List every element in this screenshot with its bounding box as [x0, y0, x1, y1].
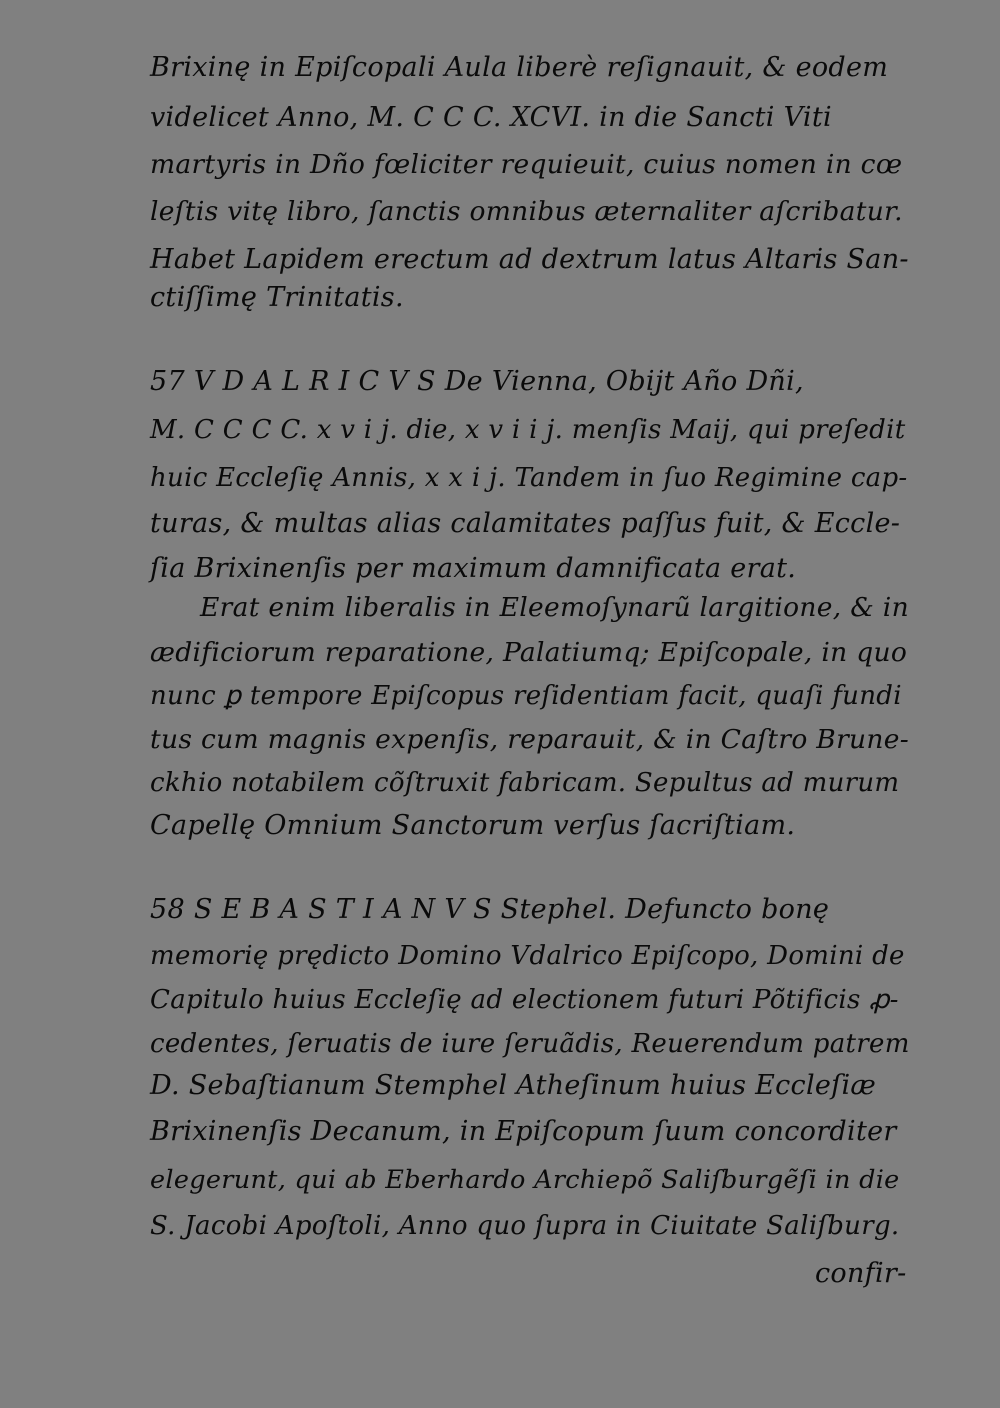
- entry-heading-57: 57 V D A L R I C V S De Vienna, Obijt Año Dñi,: [150, 366, 804, 397]
- text-line: cedentes, ſeruatis de iure ſeruãdis, Reuerendum patrem: [150, 1029, 910, 1059]
- text-line: Brixinę in Epiſcopali Aula liberè reſignauit, & eodem: [150, 52, 889, 83]
- text-line: Capitulo huius Eccleſię ad electionem futuri Põtificis ꝓ-: [150, 985, 899, 1015]
- text-line: martyris in Dño fœliciter requieuit, cuius nomen in cœ: [150, 149, 903, 180]
- text-line: ædificiorum reparatione, Palatiumq; Epiſcopale, in quo: [150, 637, 908, 668]
- text-line: Capellę Omnium Sanctorum verſus ſacriſtiam.: [150, 810, 796, 841]
- text-line: tus cum magnis expenſis, reparauit, & in Caſtro Brune-: [150, 724, 910, 755]
- text-line: ckhio notabilem cõſtruxit fabricam. Sepultus ad murum: [150, 768, 900, 798]
- text-line: Brixinenſis Decanum, in Epiſcopum ſuum concorditer: [150, 1116, 897, 1147]
- text-line: nunc ꝑ tempore Epiſcopus reſidentiam facit, quaſi fundi: [150, 681, 902, 711]
- text-line: S. Jacobi Apoſtoli, Anno quo ſupra in Ciuitate Saliſburg.: [150, 1211, 900, 1241]
- text-line: elegerunt, qui ab Eberhardo Archiepõ Saliſburgẽſi in die: [150, 1165, 900, 1195]
- text-line: D. Sebaſtianum Stemphel Atheſinum huius Eccleſiæ: [150, 1070, 877, 1101]
- text-line: huic Eccleſię Annis, x x i j. Tandem in ſuo Regimine cap-: [150, 463, 908, 493]
- text-line: leſtis vitę libro, ſanctis omnibus æternaliter aſcribatur.: [150, 196, 903, 227]
- text-line: ſia Brixinenſis per maximum damnificata erat.: [150, 553, 797, 584]
- text-line: memorię prędicto Domino Vdalrico Epiſcopo, Domini de: [150, 941, 905, 971]
- text-line: Erat enim liberalis in Eleemoſynarũ largitione, & in: [200, 592, 909, 623]
- entry-heading-58: 58 S E B A S T I A N V S Stephel. Defuncto bonę: [150, 894, 830, 925]
- text-line: ctiſſimę Trinitatis.: [150, 282, 404, 313]
- text-line: videlicet Anno, M. C C C. XCVI. in die Sancti Viti: [150, 102, 832, 133]
- catchword: confir-: [815, 1258, 907, 1289]
- text-line: turas, & multas alias calamitates paſſus fuit, & Eccle-: [150, 508, 901, 539]
- text-line: Habet Lapidem erectum ad dextrum latus Altaris San-: [150, 244, 909, 275]
- text-line: M. C C C C. x v i j. die, x v i i j. menſis Maij, qui preſedit: [150, 415, 906, 445]
